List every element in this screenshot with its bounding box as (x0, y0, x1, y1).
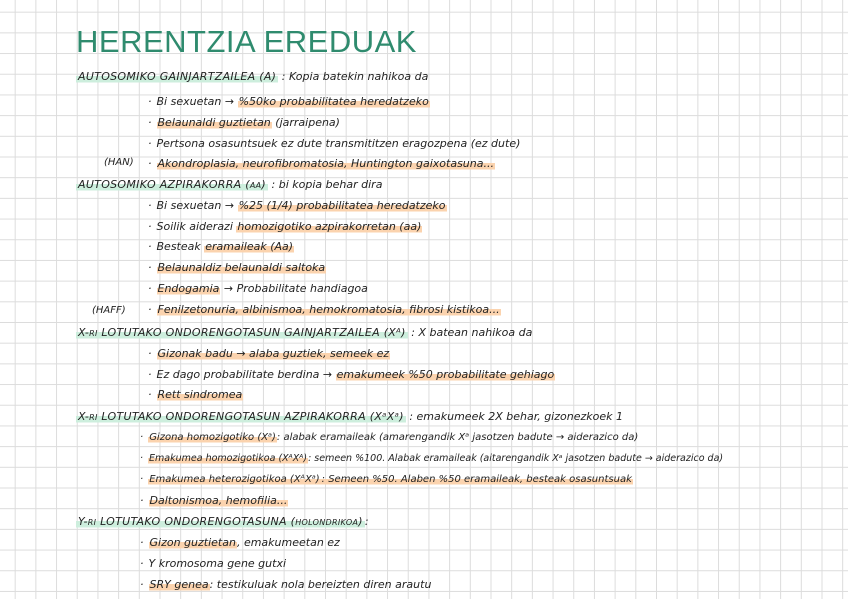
heading-description: : X batean nahikoa da (411, 326, 533, 339)
list-item: · Belaunaldi guztietan (jarraipena) (148, 116, 340, 129)
list-item: · Bi sexuetan → %50ko probabilitatea heredatzeko (148, 95, 429, 108)
section-heading-x-gainjartzailea (76, 326, 532, 340)
side-tag: (HAFF) (92, 305, 126, 316)
item-highlight: emakumeek %50 probabilitate gehiago (336, 368, 555, 381)
section-heading-y-holondrikoa (76, 515, 369, 529)
item-text: Y kromosoma gene gutxi (148, 557, 287, 570)
list-item: · Besteak eramaileak (Aa) (148, 240, 294, 253)
item-highlight: Gizon guztietan (149, 536, 236, 549)
item-text: Pertsona osasuntsuek ez dute transmititzen eragozpena (ez dute) (156, 137, 521, 150)
heading-label: AUTOSOMIKO AZPIRAKORRA (aa) (78, 178, 267, 191)
item-highlight: Daltonismoa, hemofilia... (149, 494, 288, 507)
list-item: · Akondroplasia, neurofibromatosia, Huntington gaixotasuna... (148, 157, 494, 170)
item-text: : testikuluak nola bereizten diren arautu (209, 578, 432, 591)
heading-label: Y-ri LOTUTAKO ONDORENGOTASUNA (holondrikoa) (78, 515, 363, 528)
item-text: Ez dago probabilitate berdina → (156, 368, 336, 381)
list-item: · Fenilzetonuria, albinismoa, hemokromatosia, fibrosi kistikoa... (148, 303, 500, 316)
item-text: Besteak (156, 240, 205, 253)
item-text: : alabak eramaileak (amarengandik Xᵃ jasotzen badute → aiderazico da) (276, 432, 639, 443)
list-item: · Gizona homozigotiko (Xᵃ): alabak eramaileak (amarengandik Xᵃ jasotzen badute → aiderazico da) (140, 432, 639, 443)
section-heading-autosomiko-azpirakorra (76, 178, 382, 192)
item-text: → Probabilitate handiagoa (220, 282, 368, 295)
item-highlight: homozigotiko azpirakorretan (aa) (237, 220, 422, 233)
list-item: · Soilik aiderazi homozigotiko azpirakorretan (aa) (148, 220, 422, 233)
item-highlight: Emakumea homozigotikoa (XᴬXᴬ) (149, 453, 308, 464)
item-text: Soilik aiderazi (156, 220, 237, 233)
heading-label: AUTOSOMIKO GAINJARTZAILEA (A) (78, 70, 277, 83)
list-item: · Gizonak badu → alaba guztiek, semeek ez (148, 347, 390, 360)
list-item: · Pertsona osasuntsuek ez dute transmititzen eragozpena (ez dute) (148, 137, 521, 150)
item-text: : semeen %100. Alabak eramaileak (aitarengandik Xᵃ jasotzen badute → aiderazico da) (308, 453, 724, 464)
list-item: · Emakumea homozigotikoa (XᴬXᴬ): semeen %100. Alabak eramaileak (aitarengandik Xᵃ jasotzen badute → aiderazico da) (140, 453, 724, 464)
heading-label: X-ri LOTUTAKO ONDORENGOTASUN AZPIRAKORRA (XᵃXᵃ) (78, 410, 404, 423)
item-text: , emakumeetan ez (236, 536, 340, 549)
item-text: Bi sexuetan → (156, 95, 235, 108)
item-highlight: Fenilzetonuria, albinismoa, hemokromatosia, fibrosi kistikoa... (157, 303, 500, 316)
item-highlight: Gizonak badu → alaba guztiek, semeek ez (157, 347, 390, 360)
item-highlight: Endogamia (157, 282, 220, 295)
heading-label: X-ri LOTUTAKO ONDORENGOTASUN GAINJARTZAILEA (Xᴬ) (78, 326, 406, 339)
heading-description: : (364, 515, 369, 528)
list-item: · Belaunaldiz belaunaldi saltoka (148, 261, 326, 274)
item-text: Bi sexuetan → (156, 199, 235, 212)
item-highlight: Emakumea heterozigotikoa (XᴬXᵃ) (149, 474, 320, 485)
item-highlight: Belaunaldi guztietan (157, 116, 271, 129)
item-highlight: Gizona homozigotiko (Xᵃ) (149, 432, 276, 443)
heading-description: : emakumeek 2X behar, gizonezkoek 1 (409, 410, 623, 423)
list-item: · Ez dago probabilitate berdina → emakumeek %50 probabilitate gehiago (148, 368, 555, 381)
side-tag: (HAN) (104, 157, 134, 168)
list-item: · Gizon guztietan, emakumeetan ez (140, 536, 340, 549)
item-highlight: eramaileak (Aa) (205, 240, 294, 253)
list-item: · SRY genea: testikuluak nola bereizten diren arautu (140, 578, 432, 591)
list-item: · Rett sindromea (148, 388, 243, 401)
item-highlight: %25 (1/4) probabilitatea heredatzeko (238, 199, 446, 212)
list-item: · Daltonismoa, hemofilia... (140, 494, 288, 507)
section-heading-autosomiko-gainjartzailea (76, 70, 428, 84)
item-highlight: Rett sindromea (157, 388, 243, 401)
item-highlight: SRY genea (149, 578, 209, 591)
list-item: · Emakumea heterozigotikoa (XᴬXᵃ) : Semeen %50. Alaben %50 eramaileak, besteak osasuntsuak (140, 474, 632, 485)
item-text: (jarraipena) (271, 116, 340, 129)
item-highlight: Akondroplasia, neurofibromatosia, Huntington gaixotasuna... (157, 157, 494, 170)
list-item: · Y kromosoma gene gutxi (140, 557, 287, 570)
section-heading-x-azpirakorra (76, 410, 623, 424)
list-item: · Endogamia → Probabilitate handiagoa (148, 282, 368, 295)
item-text: : Semeen %50. Alaben %50 eramaileak, besteak osasuntsuak (321, 474, 632, 485)
heading-description: : bi kopia behar dira (271, 178, 383, 191)
item-highlight: %50ko probabilitatea heredatzeko (238, 95, 429, 108)
heading-description: : Kopia batekin nahikoa da (281, 70, 429, 83)
list-item: · Bi sexuetan → %25 (1/4) probabilitatea heredatzeko (148, 199, 446, 212)
page-title: HERENTZIA EREDUAK (76, 24, 417, 59)
item-highlight: Belaunaldiz belaunaldi saltoka (157, 261, 326, 274)
